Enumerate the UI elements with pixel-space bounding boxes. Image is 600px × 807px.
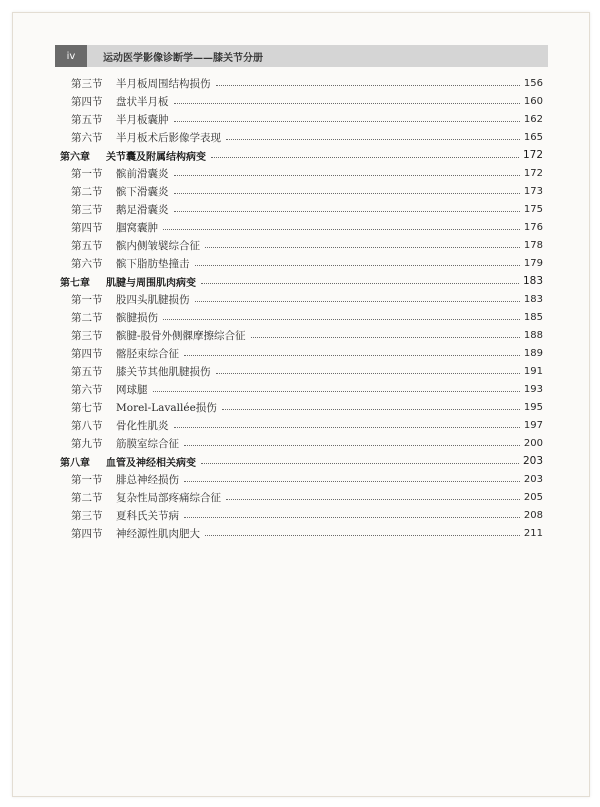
toc-entry-title: 髌前滑囊炎 <box>116 167 169 180</box>
toc-section-entry[interactable] <box>60 416 543 434</box>
toc-section-entry[interactable] <box>60 218 543 236</box>
toc-entry-page: 205 <box>523 491 543 503</box>
toc-entry-number: 第四节 <box>71 527 103 540</box>
toc-entry-title: 半月板术后影像学表现 <box>116 131 221 144</box>
toc-section-entry[interactable] <box>60 434 543 452</box>
toc-entry-title: 股四头肌腱损伤 <box>116 293 190 306</box>
toc-section-entry[interactable] <box>60 110 543 128</box>
toc-entry-title: 髌下脂肪垫撞击 <box>116 257 190 270</box>
toc-entry-number: 第三节 <box>71 329 103 342</box>
toc-section-entry[interactable] <box>60 236 543 254</box>
toc-entry-number: 第五节 <box>71 239 103 252</box>
toc-entry-page: 183 <box>522 275 543 287</box>
toc-entry-number: 第九节 <box>71 437 103 450</box>
toc-entry-title: 半月板周围结构损伤 <box>116 77 211 90</box>
toc-chapter-entry[interactable] <box>60 272 543 290</box>
toc-entry-title: 网球腿 <box>116 383 148 396</box>
dot-leader <box>184 444 520 446</box>
toc-section-entry[interactable] <box>60 200 543 218</box>
toc-section-entry[interactable] <box>60 182 543 200</box>
toc-entry-number: 第三节 <box>71 203 103 216</box>
table-of-contents <box>60 74 543 542</box>
toc-entry-page: 176 <box>523 221 543 233</box>
toc-entry-page: 211 <box>523 527 543 539</box>
toc-entry-number: 第一节 <box>71 473 103 486</box>
dot-leader <box>216 372 520 374</box>
toc-entry-page: 173 <box>523 185 543 197</box>
dot-leader <box>163 318 520 320</box>
toc-entry-title: 鹅足滑囊炎 <box>116 203 169 216</box>
toc-entry-title: 膝关节其他肌腱损伤 <box>116 365 211 378</box>
dot-leader <box>211 156 519 158</box>
toc-entry-title: 髂胫束综合征 <box>116 347 179 360</box>
toc-entry-number: 第五节 <box>71 365 103 378</box>
toc-entry-number: 第八节 <box>71 419 103 432</box>
toc-entry-number: 第四节 <box>71 95 103 108</box>
dot-leader <box>174 174 520 176</box>
toc-entry-number: 第四节 <box>71 347 103 360</box>
toc-entry-page: 156 <box>523 77 543 89</box>
toc-entry-title: Morel-Lavallée损伤 <box>116 401 217 414</box>
toc-section-entry[interactable] <box>60 164 543 182</box>
toc-section-entry[interactable] <box>60 74 543 92</box>
toc-entry-page: 172 <box>522 149 543 161</box>
toc-entry-number: 第五节 <box>71 113 103 126</box>
toc-section-entry[interactable] <box>60 92 543 110</box>
dot-leader <box>195 300 520 302</box>
dot-leader <box>201 282 519 284</box>
running-header <box>55 45 548 67</box>
dot-leader <box>201 462 519 464</box>
toc-entry-number: 第六节 <box>71 257 103 270</box>
toc-entry-number: 第七章 <box>60 277 90 289</box>
toc-entry-title: 夏科氏关节病 <box>116 509 179 522</box>
toc-entry-number: 第二节 <box>71 491 103 504</box>
toc-section-entry[interactable] <box>60 128 543 146</box>
toc-section-entry[interactable] <box>60 362 543 380</box>
toc-entry-title: 髌内侧皱襞综合征 <box>116 239 200 252</box>
toc-entry-title: 髌腱损伤 <box>116 311 158 324</box>
toc-entry-number: 第二节 <box>71 185 103 198</box>
dot-leader <box>216 84 520 86</box>
dot-leader <box>222 408 520 410</box>
dot-leader <box>174 192 520 194</box>
toc-entry-number: 第六节 <box>71 131 103 144</box>
toc-chapter-entry[interactable] <box>60 452 543 470</box>
toc-entry-title: 复杂性局部疼痛综合征 <box>116 491 221 504</box>
dot-leader <box>205 246 520 248</box>
toc-entry-number: 第一节 <box>71 293 103 306</box>
dot-leader <box>184 516 520 518</box>
toc-entry-title: 髌腱-股骨外侧髁摩擦综合征 <box>116 329 246 342</box>
toc-entry-page: 197 <box>523 419 543 431</box>
toc-entry-title: 关节囊及附属结构病变 <box>106 151 206 163</box>
toc-entry-number: 第七节 <box>71 401 103 414</box>
dot-leader <box>163 228 520 230</box>
toc-entry-number: 第六章 <box>60 151 90 163</box>
dot-leader <box>184 480 520 482</box>
toc-entry-page: 193 <box>523 383 543 395</box>
toc-entry-number: 第四节 <box>71 221 103 234</box>
dot-leader <box>251 336 520 338</box>
dot-leader <box>174 120 520 122</box>
dot-leader <box>174 210 520 212</box>
dot-leader <box>184 354 520 356</box>
toc-entry-title: 腘窝囊肿 <box>116 221 158 234</box>
toc-entry-title: 半月板囊肿 <box>116 113 169 126</box>
toc-section-entry[interactable] <box>60 506 543 524</box>
toc-entry-page: 195 <box>523 401 543 413</box>
toc-entry-title: 盘状半月板 <box>116 95 169 108</box>
toc-entry-title: 髌下滑囊炎 <box>116 185 169 198</box>
book-title: 运动医学影像诊断学——膝关节分册 <box>87 45 548 67</box>
toc-entry-page: 179 <box>523 257 543 269</box>
toc-entry-title: 血管及神经相关病变 <box>106 457 196 469</box>
toc-entry-page: 183 <box>523 293 543 305</box>
dot-leader <box>153 390 520 392</box>
toc-entry-number: 第八章 <box>60 457 90 469</box>
toc-entry-page: 188 <box>523 329 543 341</box>
toc-entry-page: 208 <box>523 509 543 521</box>
toc-section-entry[interactable] <box>60 524 543 542</box>
toc-entry-page: 203 <box>522 455 543 467</box>
dot-leader <box>174 102 520 104</box>
toc-entry-page: 162 <box>523 113 543 125</box>
toc-section-entry[interactable] <box>60 326 543 344</box>
toc-entry-page: 203 <box>523 473 543 485</box>
toc-entry-number: 第一节 <box>71 167 103 180</box>
toc-entry-number: 第三节 <box>71 509 103 522</box>
page-label: iv <box>55 45 87 67</box>
toc-entry-title: 筋膜室综合征 <box>116 437 179 450</box>
book-page <box>12 12 590 797</box>
toc-entry-page: 175 <box>523 203 543 215</box>
toc-section-entry[interactable] <box>60 290 543 308</box>
dot-leader <box>195 264 520 266</box>
dot-leader <box>226 138 520 140</box>
toc-entry-title: 腓总神经损伤 <box>116 473 179 486</box>
toc-entry-page: 165 <box>523 131 543 143</box>
toc-section-entry[interactable] <box>60 254 543 272</box>
dot-leader <box>205 534 520 536</box>
toc-entry-page: 189 <box>523 347 543 359</box>
toc-entry-number: 第六节 <box>71 383 103 396</box>
toc-entry-page: 191 <box>523 365 543 377</box>
toc-section-entry[interactable] <box>60 398 543 416</box>
toc-entry-number: 第三节 <box>71 77 103 90</box>
toc-section-entry[interactable] <box>60 488 543 506</box>
toc-chapter-entry[interactable] <box>60 146 543 164</box>
toc-entry-number: 第二节 <box>71 311 103 324</box>
dot-leader <box>174 426 520 428</box>
dot-leader <box>226 498 520 500</box>
toc-entry-page: 172 <box>523 167 543 179</box>
toc-section-entry[interactable] <box>60 344 543 362</box>
toc-entry-page: 185 <box>523 311 543 323</box>
toc-section-entry[interactable] <box>60 470 543 488</box>
toc-entry-title: 骨化性肌炎 <box>116 419 169 432</box>
toc-section-entry[interactable] <box>60 380 543 398</box>
toc-section-entry[interactable] <box>60 308 543 326</box>
toc-entry-title: 肌腱与周围肌肉病变 <box>106 277 196 289</box>
toc-entry-page: 178 <box>523 239 543 251</box>
toc-entry-title: 神经源性肌肉肥大 <box>116 527 200 540</box>
toc-entry-page: 160 <box>523 95 543 107</box>
toc-entry-page: 200 <box>523 437 543 449</box>
